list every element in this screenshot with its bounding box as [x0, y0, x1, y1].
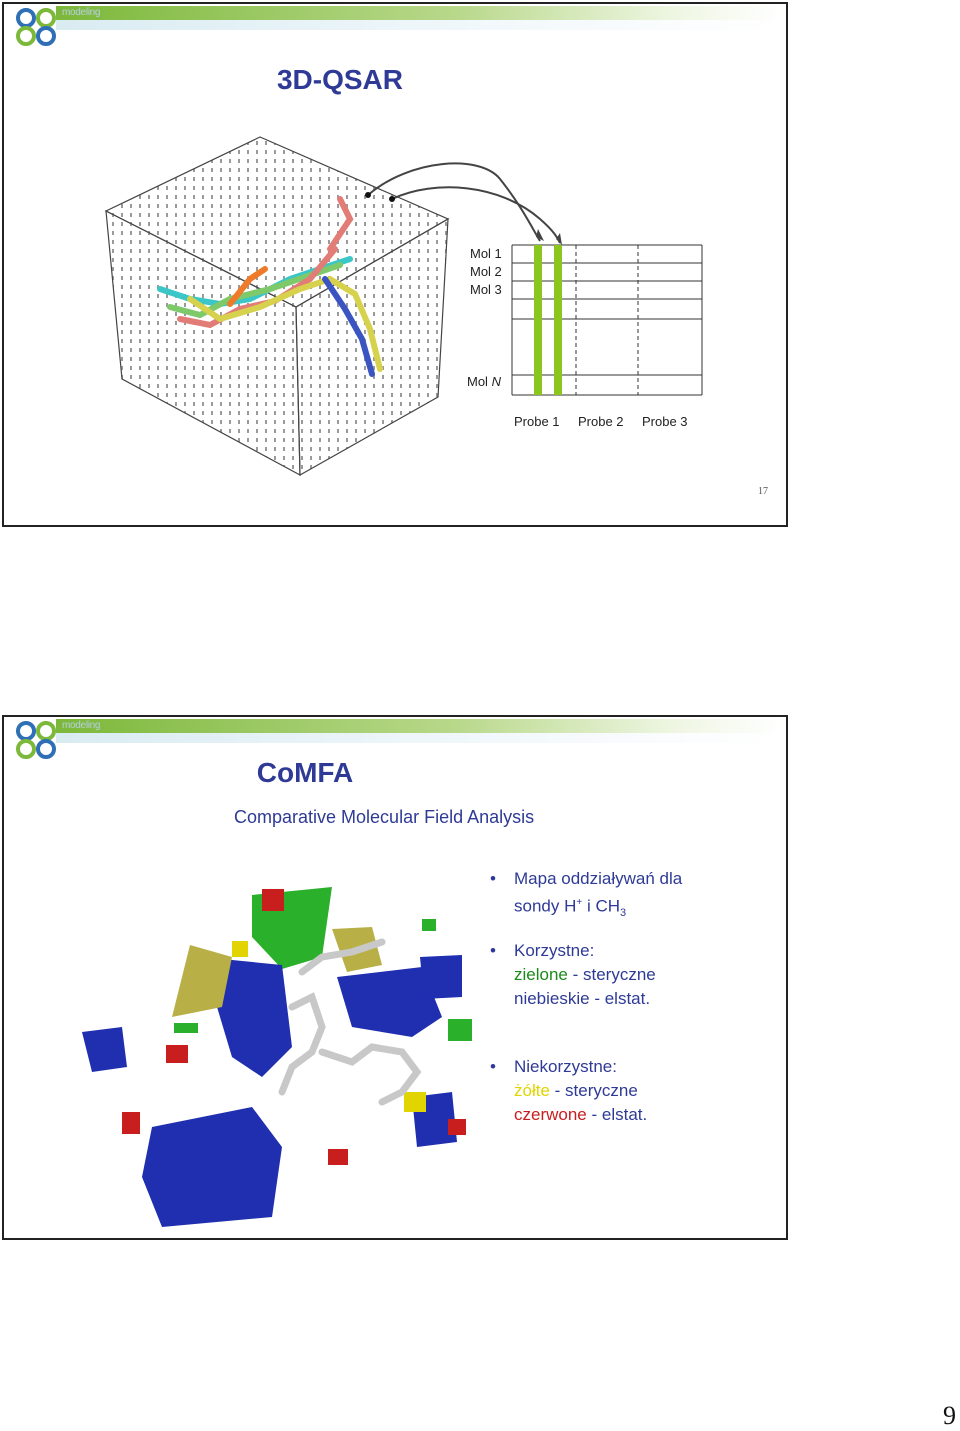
green-region [422, 919, 436, 931]
red-region [448, 1119, 466, 1135]
blue-region [217, 959, 292, 1077]
red-region [328, 1149, 348, 1165]
header-bar [56, 719, 782, 733]
red-region [122, 1112, 140, 1134]
logo-text: modeling [62, 720, 101, 731]
qsar-grid-figure [100, 129, 720, 489]
probe-1-column-a [534, 245, 542, 395]
header-bar-secondary [56, 20, 782, 30]
slide-subtitle: Comparative Molecular Field Analysis [234, 807, 535, 827]
green-region [448, 1019, 472, 1041]
slide-comfa [2, 715, 788, 1240]
probe-label-1: Probe 1 [514, 414, 560, 429]
blue-region [82, 1027, 127, 1072]
bullet-unfavorable: • Niekorzystne: żółte - steryczne czerwone - elstat. [490, 1057, 648, 1125]
page-number: 9 [943, 1401, 956, 1430]
row-label-mol-1: Mol 1 [470, 246, 502, 261]
slide-number: 17 [758, 486, 768, 497]
slide-title: CoMFA [256, 757, 354, 788]
probe-1-column-b [554, 245, 562, 395]
row-label-mol-n: Mol N [467, 374, 501, 389]
row-label-mol-3: Mol 3 [470, 282, 502, 297]
red-region [166, 1045, 188, 1063]
logo-icon [12, 6, 60, 46]
bullet-map: • Mapa oddziaływań dla sondy H+ i $CH_3$ [490, 869, 683, 920]
blue-region [142, 1107, 282, 1227]
probe-label-3: Probe 3 [642, 414, 688, 429]
row-label-mol-2: Mol 2 [470, 264, 502, 279]
red-region [262, 889, 284, 911]
slide-3d-qsar [2, 2, 788, 527]
comfa-field-map [82, 877, 482, 1227]
header-bar [56, 6, 782, 20]
logo-text: modeling [62, 7, 101, 18]
bullet-favorable: • Korzystne: zielone - steryczne niebieskie - elstat. [490, 941, 656, 1009]
blue-region [420, 955, 462, 999]
slide-title: 3D-QSAR [276, 64, 403, 95]
header-bar-secondary [56, 733, 782, 743]
green-region [174, 1023, 198, 1033]
yellow-region [404, 1092, 426, 1112]
logo-icon [12, 719, 60, 759]
bullet-list [490, 867, 682, 1127]
yellow-region [232, 941, 248, 957]
probe-label-2: Probe 2 [578, 414, 624, 429]
